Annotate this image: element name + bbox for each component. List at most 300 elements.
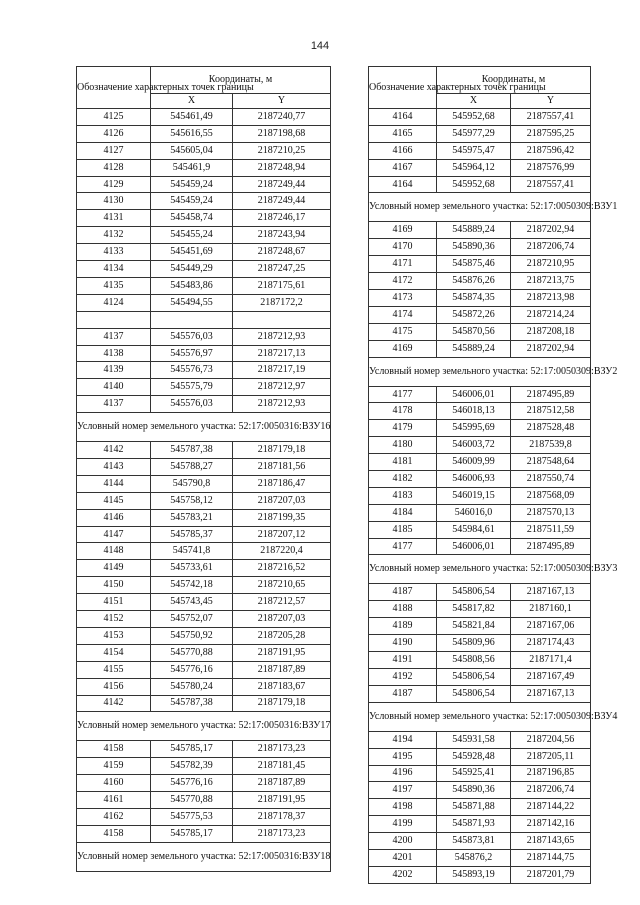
x-coordinate-cell: 545785,17 <box>151 825 233 842</box>
table-row <box>369 290 591 307</box>
point-id-cell: 4160 <box>77 775 151 792</box>
point-id-cell: 4142 <box>77 442 151 459</box>
table-row <box>369 538 591 555</box>
x-coordinate-cell: 545461,9 <box>151 159 233 176</box>
table-row <box>77 543 331 560</box>
table-row <box>369 866 591 883</box>
point-id-cell: 4182 <box>369 471 437 488</box>
table-row <box>77 210 331 227</box>
point-id-cell: 4142 <box>77 695 151 712</box>
x-coordinate-cell: 545455,24 <box>151 227 233 244</box>
table-row <box>77 362 331 379</box>
point-id-cell: 4169 <box>369 222 437 239</box>
y-coordinate-cell: 2187596,42 <box>511 142 591 159</box>
y-coordinate-cell: 2187204,56 <box>511 731 591 748</box>
table-row <box>77 808 331 825</box>
x-coordinate-cell: 545575,79 <box>151 379 233 396</box>
header-y-label: Y <box>511 94 591 109</box>
x-coordinate-cell: 545876,2 <box>437 849 511 866</box>
table-row <box>77 594 331 611</box>
table-row <box>77 379 331 396</box>
header-x-label: X <box>437 94 511 109</box>
point-id-cell: 4133 <box>77 244 151 261</box>
table-row <box>369 731 591 748</box>
table-row <box>77 509 331 526</box>
point-id-cell: 4183 <box>369 487 437 504</box>
table-row <box>369 748 591 765</box>
x-coordinate-cell: 545925,41 <box>437 765 511 782</box>
table-row <box>369 685 591 702</box>
table-row <box>369 306 591 323</box>
table-row <box>77 459 331 476</box>
point-id-cell: 4177 <box>369 538 437 555</box>
y-coordinate-cell: 2187172,2 <box>233 294 331 311</box>
x-coordinate-cell: 545770,88 <box>151 644 233 661</box>
y-coordinate-cell: 2187206,74 <box>511 239 591 256</box>
y-coordinate-cell: 2187212,93 <box>233 396 331 413</box>
point-id-cell: 4169 <box>369 340 437 357</box>
parcel-caption-row <box>77 842 331 871</box>
y-coordinate-cell: 2187208,18 <box>511 323 591 340</box>
parcel-number-caption: Условный номер земельного участка: 52:17:0050316:ВЗУ17 <box>77 712 331 741</box>
x-coordinate-cell: 545806,54 <box>437 668 511 685</box>
y-coordinate-cell: 2187217,13 <box>233 345 331 362</box>
point-id-cell: 4147 <box>77 526 151 543</box>
point-id-cell: 4171 <box>369 256 437 273</box>
point-id-cell: 4166 <box>369 142 437 159</box>
point-id-cell: 4190 <box>369 635 437 652</box>
y-coordinate-cell: 2187167,13 <box>511 584 591 601</box>
x-coordinate-cell: 545483,86 <box>151 277 233 294</box>
x-coordinate-cell: 545995,69 <box>437 420 511 437</box>
header-point-label: Обозначение характерных точек границы <box>77 67 151 109</box>
x-coordinate-cell: 545808,56 <box>437 652 511 669</box>
blank-row <box>77 311 331 328</box>
point-id-cell: 4172 <box>369 273 437 290</box>
x-coordinate-cell: 545741,8 <box>151 543 233 560</box>
y-coordinate-cell: 2187210,95 <box>511 256 591 273</box>
point-id-cell: 4192 <box>369 668 437 685</box>
y-coordinate-cell: 2187160,1 <box>511 601 591 618</box>
x-coordinate-cell: 545952,68 <box>437 109 511 126</box>
x-coordinate-cell: 545576,73 <box>151 362 233 379</box>
y-coordinate-cell: 2187212,97 <box>233 379 331 396</box>
x-coordinate-cell: 545770,88 <box>151 792 233 809</box>
table-row <box>369 256 591 273</box>
point-id-cell: 4149 <box>77 560 151 577</box>
x-coordinate-cell: 545870,56 <box>437 323 511 340</box>
x-coordinate-cell: 545782,39 <box>151 758 233 775</box>
y-coordinate-cell: 2187511,59 <box>511 521 591 538</box>
x-coordinate-cell: 545890,36 <box>437 239 511 256</box>
y-coordinate-cell: 2187187,89 <box>233 775 331 792</box>
x-coordinate-cell: 545451,69 <box>151 244 233 261</box>
point-id-cell: 4148 <box>77 543 151 560</box>
x-coordinate-cell: 545931,58 <box>437 731 511 748</box>
table-row <box>369 222 591 239</box>
point-id-cell: 4200 <box>369 833 437 850</box>
point-id-cell: 4173 <box>369 290 437 307</box>
parcel-number-caption: Условный номер земельного участка: 52:17:0050316:ВЗУ18 <box>77 842 331 871</box>
x-coordinate-cell: 546006,93 <box>437 471 511 488</box>
y-coordinate-cell: 2187205,11 <box>511 748 591 765</box>
x-coordinate-cell: 545776,16 <box>151 775 233 792</box>
point-id-cell: 4144 <box>77 475 151 492</box>
header-point-label: Обозначение характерных точек границы <box>369 67 437 109</box>
table-row <box>369 340 591 357</box>
x-coordinate-cell: 546016,0 <box>437 504 511 521</box>
table-row <box>77 109 331 126</box>
y-coordinate-cell: 2187171,4 <box>511 652 591 669</box>
x-coordinate-cell: 545790,8 <box>151 475 233 492</box>
table-row <box>77 627 331 644</box>
x-coordinate-cell: 545806,54 <box>437 685 511 702</box>
point-id-cell: 4195 <box>369 748 437 765</box>
y-coordinate-cell: 2187576,99 <box>511 159 591 176</box>
point-id-cell: 4129 <box>77 176 151 193</box>
x-coordinate-cell: 545984,61 <box>437 521 511 538</box>
y-coordinate-cell: 2187144,22 <box>511 799 591 816</box>
table-row <box>369 849 591 866</box>
x-coordinate-cell: 545893,19 <box>437 866 511 883</box>
x-coordinate-cell: 545758,12 <box>151 492 233 509</box>
y-coordinate-cell: 2187548,64 <box>511 454 591 471</box>
point-id-cell: 4161 <box>77 792 151 809</box>
table-row <box>369 504 591 521</box>
parcel-caption-row <box>77 413 331 442</box>
x-coordinate-cell: 545775,53 <box>151 808 233 825</box>
table-row <box>369 125 591 142</box>
parcel-caption-row <box>77 712 331 741</box>
y-coordinate-cell: 2187181,56 <box>233 459 331 476</box>
point-id-cell: 4145 <box>77 492 151 509</box>
x-coordinate-cell: 545975,47 <box>437 142 511 159</box>
table-row <box>77 193 331 210</box>
point-id-cell: 4185 <box>369 521 437 538</box>
table-row <box>369 668 591 685</box>
table-row <box>369 584 591 601</box>
point-id-cell: 4164 <box>369 176 437 193</box>
x-coordinate-cell: 545889,24 <box>437 222 511 239</box>
x-coordinate-cell: 545743,45 <box>151 594 233 611</box>
header-y-label: Y <box>233 94 331 109</box>
table-row <box>77 475 331 492</box>
y-coordinate-cell: 2187167,13 <box>511 685 591 702</box>
x-coordinate-cell: 546018,13 <box>437 403 511 420</box>
empty-cell <box>77 311 151 328</box>
y-coordinate-cell: 2187247,25 <box>233 261 331 278</box>
x-coordinate-cell: 545876,26 <box>437 273 511 290</box>
x-coordinate-cell: 545576,03 <box>151 328 233 345</box>
empty-cell <box>151 311 233 328</box>
y-coordinate-cell: 2187216,52 <box>233 560 331 577</box>
y-coordinate-cell: 2187570,13 <box>511 504 591 521</box>
table-row <box>369 652 591 669</box>
y-coordinate-cell: 2187212,93 <box>233 328 331 345</box>
point-id-cell: 4189 <box>369 618 437 635</box>
header-coordinates-label: Координаты, м <box>151 67 331 94</box>
x-coordinate-cell: 546006,01 <box>437 386 511 403</box>
x-coordinate-cell: 545889,24 <box>437 340 511 357</box>
x-coordinate-cell: 545576,97 <box>151 345 233 362</box>
point-id-cell: 4154 <box>77 644 151 661</box>
point-id-cell: 4198 <box>369 799 437 816</box>
y-coordinate-cell: 2187210,25 <box>233 142 331 159</box>
y-coordinate-cell: 2187173,23 <box>233 741 331 758</box>
y-coordinate-cell: 2187248,94 <box>233 159 331 176</box>
x-coordinate-cell: 545821,84 <box>437 618 511 635</box>
point-id-cell: 4199 <box>369 816 437 833</box>
table-row <box>369 239 591 256</box>
table-row <box>369 403 591 420</box>
y-coordinate-cell: 2187240,77 <box>233 109 331 126</box>
table-row <box>369 833 591 850</box>
point-id-cell: 4138 <box>77 345 151 362</box>
point-id-cell: 4127 <box>77 142 151 159</box>
table-row <box>77 825 331 842</box>
parcel-number-caption: Условный номер земельного участка: 52:17:0050309:ВЗУ1 <box>369 193 591 222</box>
y-coordinate-cell: 2187243,94 <box>233 227 331 244</box>
x-coordinate-cell: 545787,38 <box>151 695 233 712</box>
y-coordinate-cell: 2187205,28 <box>233 627 331 644</box>
y-coordinate-cell: 2187196,85 <box>511 765 591 782</box>
y-coordinate-cell: 2187181,45 <box>233 758 331 775</box>
table-row <box>77 159 331 176</box>
parcel-caption-row <box>369 555 591 584</box>
table-row <box>369 454 591 471</box>
y-coordinate-cell: 2187550,74 <box>511 471 591 488</box>
y-coordinate-cell: 2187142,16 <box>511 816 591 833</box>
y-coordinate-cell: 2187167,06 <box>511 618 591 635</box>
point-id-cell: 4139 <box>77 362 151 379</box>
point-id-cell: 4150 <box>77 577 151 594</box>
y-coordinate-cell: 2187202,94 <box>511 222 591 239</box>
parcel-number-caption: Условный номер земельного участка: 52:17:0050309:ВЗУ4 <box>369 702 591 731</box>
table-row <box>369 765 591 782</box>
table-row <box>369 159 591 176</box>
point-id-cell: 4167 <box>369 159 437 176</box>
table-row <box>369 521 591 538</box>
table-row <box>77 125 331 142</box>
table-row <box>77 758 331 775</box>
x-coordinate-cell: 545890,36 <box>437 782 511 799</box>
x-coordinate-cell: 546006,01 <box>437 538 511 555</box>
x-coordinate-cell: 545873,81 <box>437 833 511 850</box>
y-coordinate-cell: 2187179,18 <box>233 695 331 712</box>
point-id-cell: 4143 <box>77 459 151 476</box>
point-id-cell: 4179 <box>369 420 437 437</box>
point-id-cell: 4155 <box>77 661 151 678</box>
table-row <box>369 487 591 504</box>
y-coordinate-cell: 2187217,19 <box>233 362 331 379</box>
point-id-cell: 4131 <box>77 210 151 227</box>
table-row <box>77 792 331 809</box>
point-id-cell: 4132 <box>77 227 151 244</box>
y-coordinate-cell: 2187495,89 <box>511 538 591 555</box>
point-id-cell: 4196 <box>369 765 437 782</box>
x-coordinate-cell: 545785,17 <box>151 741 233 758</box>
table-row <box>77 611 331 628</box>
y-coordinate-cell: 2187557,41 <box>511 176 591 193</box>
point-id-cell: 4165 <box>369 125 437 142</box>
y-coordinate-cell: 2187249,44 <box>233 176 331 193</box>
point-id-cell: 4137 <box>77 396 151 413</box>
table-row <box>369 635 591 652</box>
point-id-cell: 4135 <box>77 277 151 294</box>
x-coordinate-cell: 545788,27 <box>151 459 233 476</box>
point-id-cell: 4188 <box>369 601 437 618</box>
y-coordinate-cell: 2187191,95 <box>233 644 331 661</box>
x-coordinate-cell: 545742,18 <box>151 577 233 594</box>
x-coordinate-cell: 545459,24 <box>151 193 233 210</box>
x-coordinate-cell: 545871,88 <box>437 799 511 816</box>
x-coordinate-cell: 545752,07 <box>151 611 233 628</box>
table-row <box>369 109 591 126</box>
x-coordinate-cell: 545785,37 <box>151 526 233 543</box>
x-coordinate-cell: 545787,38 <box>151 442 233 459</box>
table-row <box>77 396 331 413</box>
point-id-cell: 4134 <box>77 261 151 278</box>
point-id-cell: 4191 <box>369 652 437 669</box>
y-coordinate-cell: 2187198,68 <box>233 125 331 142</box>
table-row <box>77 345 331 362</box>
parcel-caption-row <box>369 702 591 731</box>
y-coordinate-cell: 2187249,44 <box>233 193 331 210</box>
x-coordinate-cell: 545576,03 <box>151 396 233 413</box>
table-row <box>369 782 591 799</box>
y-coordinate-cell: 2187144,75 <box>511 849 591 866</box>
table-row <box>77 661 331 678</box>
y-coordinate-cell: 2187213,75 <box>511 273 591 290</box>
table-row <box>369 273 591 290</box>
x-coordinate-cell: 545494,55 <box>151 294 233 311</box>
table-row <box>369 816 591 833</box>
table-row <box>369 437 591 454</box>
table-row <box>77 741 331 758</box>
x-coordinate-cell: 546003,72 <box>437 437 511 454</box>
table-row <box>369 618 591 635</box>
y-coordinate-cell: 2187214,24 <box>511 306 591 323</box>
y-coordinate-cell: 2187568,09 <box>511 487 591 504</box>
y-coordinate-cell: 2187201,79 <box>511 866 591 883</box>
x-coordinate-cell: 545872,26 <box>437 306 511 323</box>
x-coordinate-cell: 545458,74 <box>151 210 233 227</box>
table-row <box>77 678 331 695</box>
point-id-cell: 4125 <box>77 109 151 126</box>
coordinates-table-left <box>76 66 331 872</box>
table-row <box>77 492 331 509</box>
point-id-cell: 4178 <box>369 403 437 420</box>
y-coordinate-cell: 2187557,41 <box>511 109 591 126</box>
y-coordinate-cell: 2187174,43 <box>511 635 591 652</box>
point-id-cell: 4128 <box>77 159 151 176</box>
point-id-cell: 4181 <box>369 454 437 471</box>
x-coordinate-cell: 545874,35 <box>437 290 511 307</box>
table-row <box>77 142 331 159</box>
y-coordinate-cell: 2187246,17 <box>233 210 331 227</box>
table-row <box>369 799 591 816</box>
point-id-cell: 4158 <box>77 825 151 842</box>
table-row <box>77 560 331 577</box>
point-id-cell: 4156 <box>77 678 151 695</box>
y-coordinate-cell: 2187207,03 <box>233 611 331 628</box>
point-id-cell: 4175 <box>369 323 437 340</box>
y-coordinate-cell: 2187199,35 <box>233 509 331 526</box>
header-x-label: X <box>151 94 233 109</box>
x-coordinate-cell: 545780,24 <box>151 678 233 695</box>
point-id-cell: 4152 <box>77 611 151 628</box>
x-coordinate-cell: 545733,61 <box>151 560 233 577</box>
parcel-caption-row <box>369 357 591 386</box>
table-row <box>77 294 331 311</box>
x-coordinate-cell: 545817,82 <box>437 601 511 618</box>
x-coordinate-cell: 545809,96 <box>437 635 511 652</box>
y-coordinate-cell: 2187173,23 <box>233 825 331 842</box>
y-coordinate-cell: 2187210,65 <box>233 577 331 594</box>
point-id-cell: 4159 <box>77 758 151 775</box>
empty-cell <box>233 311 331 328</box>
point-id-cell: 4146 <box>77 509 151 526</box>
table-row <box>77 644 331 661</box>
y-coordinate-cell: 2187207,03 <box>233 492 331 509</box>
y-coordinate-cell: 2187495,89 <box>511 386 591 403</box>
point-id-cell: 4124 <box>77 294 151 311</box>
point-id-cell: 4184 <box>369 504 437 521</box>
y-coordinate-cell: 2187220,4 <box>233 543 331 560</box>
x-coordinate-cell: 546009,99 <box>437 454 511 471</box>
point-id-cell: 4197 <box>369 782 437 799</box>
point-id-cell: 4158 <box>77 741 151 758</box>
x-coordinate-cell: 545952,68 <box>437 176 511 193</box>
coordinates-table-right <box>368 66 618 884</box>
y-coordinate-cell: 2187595,25 <box>511 125 591 142</box>
parcel-number-caption: Условный номер земельного участка: 52:17:0050316:ВЗУ16 <box>77 413 331 442</box>
y-coordinate-cell: 2187183,67 <box>233 678 331 695</box>
y-coordinate-cell: 2187191,95 <box>233 792 331 809</box>
point-id-cell: 4187 <box>369 685 437 702</box>
table-row <box>77 695 331 712</box>
x-coordinate-cell: 545461,49 <box>151 109 233 126</box>
table-row <box>369 176 591 193</box>
parcel-number-caption: Условный номер земельного участка: 52:17:0050309:ВЗУ3 <box>369 555 591 584</box>
table-row <box>77 277 331 294</box>
y-coordinate-cell: 2187186,47 <box>233 475 331 492</box>
table-row <box>77 577 331 594</box>
header-coordinates-label: Координаты, м <box>437 67 591 94</box>
point-id-cell: 4187 <box>369 584 437 601</box>
point-id-cell: 4201 <box>369 849 437 866</box>
x-coordinate-cell: 545875,46 <box>437 256 511 273</box>
x-coordinate-cell: 546019,15 <box>437 487 511 504</box>
x-coordinate-cell: 545459,24 <box>151 176 233 193</box>
table-row <box>369 420 591 437</box>
x-coordinate-cell: 545605,04 <box>151 142 233 159</box>
point-id-cell: 4153 <box>77 627 151 644</box>
point-id-cell: 4126 <box>77 125 151 142</box>
point-id-cell: 4151 <box>77 594 151 611</box>
page-number: 144 <box>310 40 330 52</box>
table-row <box>369 323 591 340</box>
y-coordinate-cell: 2187213,98 <box>511 290 591 307</box>
point-id-cell: 4180 <box>369 437 437 454</box>
x-coordinate-cell: 545449,29 <box>151 261 233 278</box>
point-id-cell: 4170 <box>369 239 437 256</box>
y-coordinate-cell: 2187178,37 <box>233 808 331 825</box>
parcel-caption-row <box>369 193 591 222</box>
x-coordinate-cell: 545806,54 <box>437 584 511 601</box>
table-row <box>369 142 591 159</box>
x-coordinate-cell: 545750,92 <box>151 627 233 644</box>
